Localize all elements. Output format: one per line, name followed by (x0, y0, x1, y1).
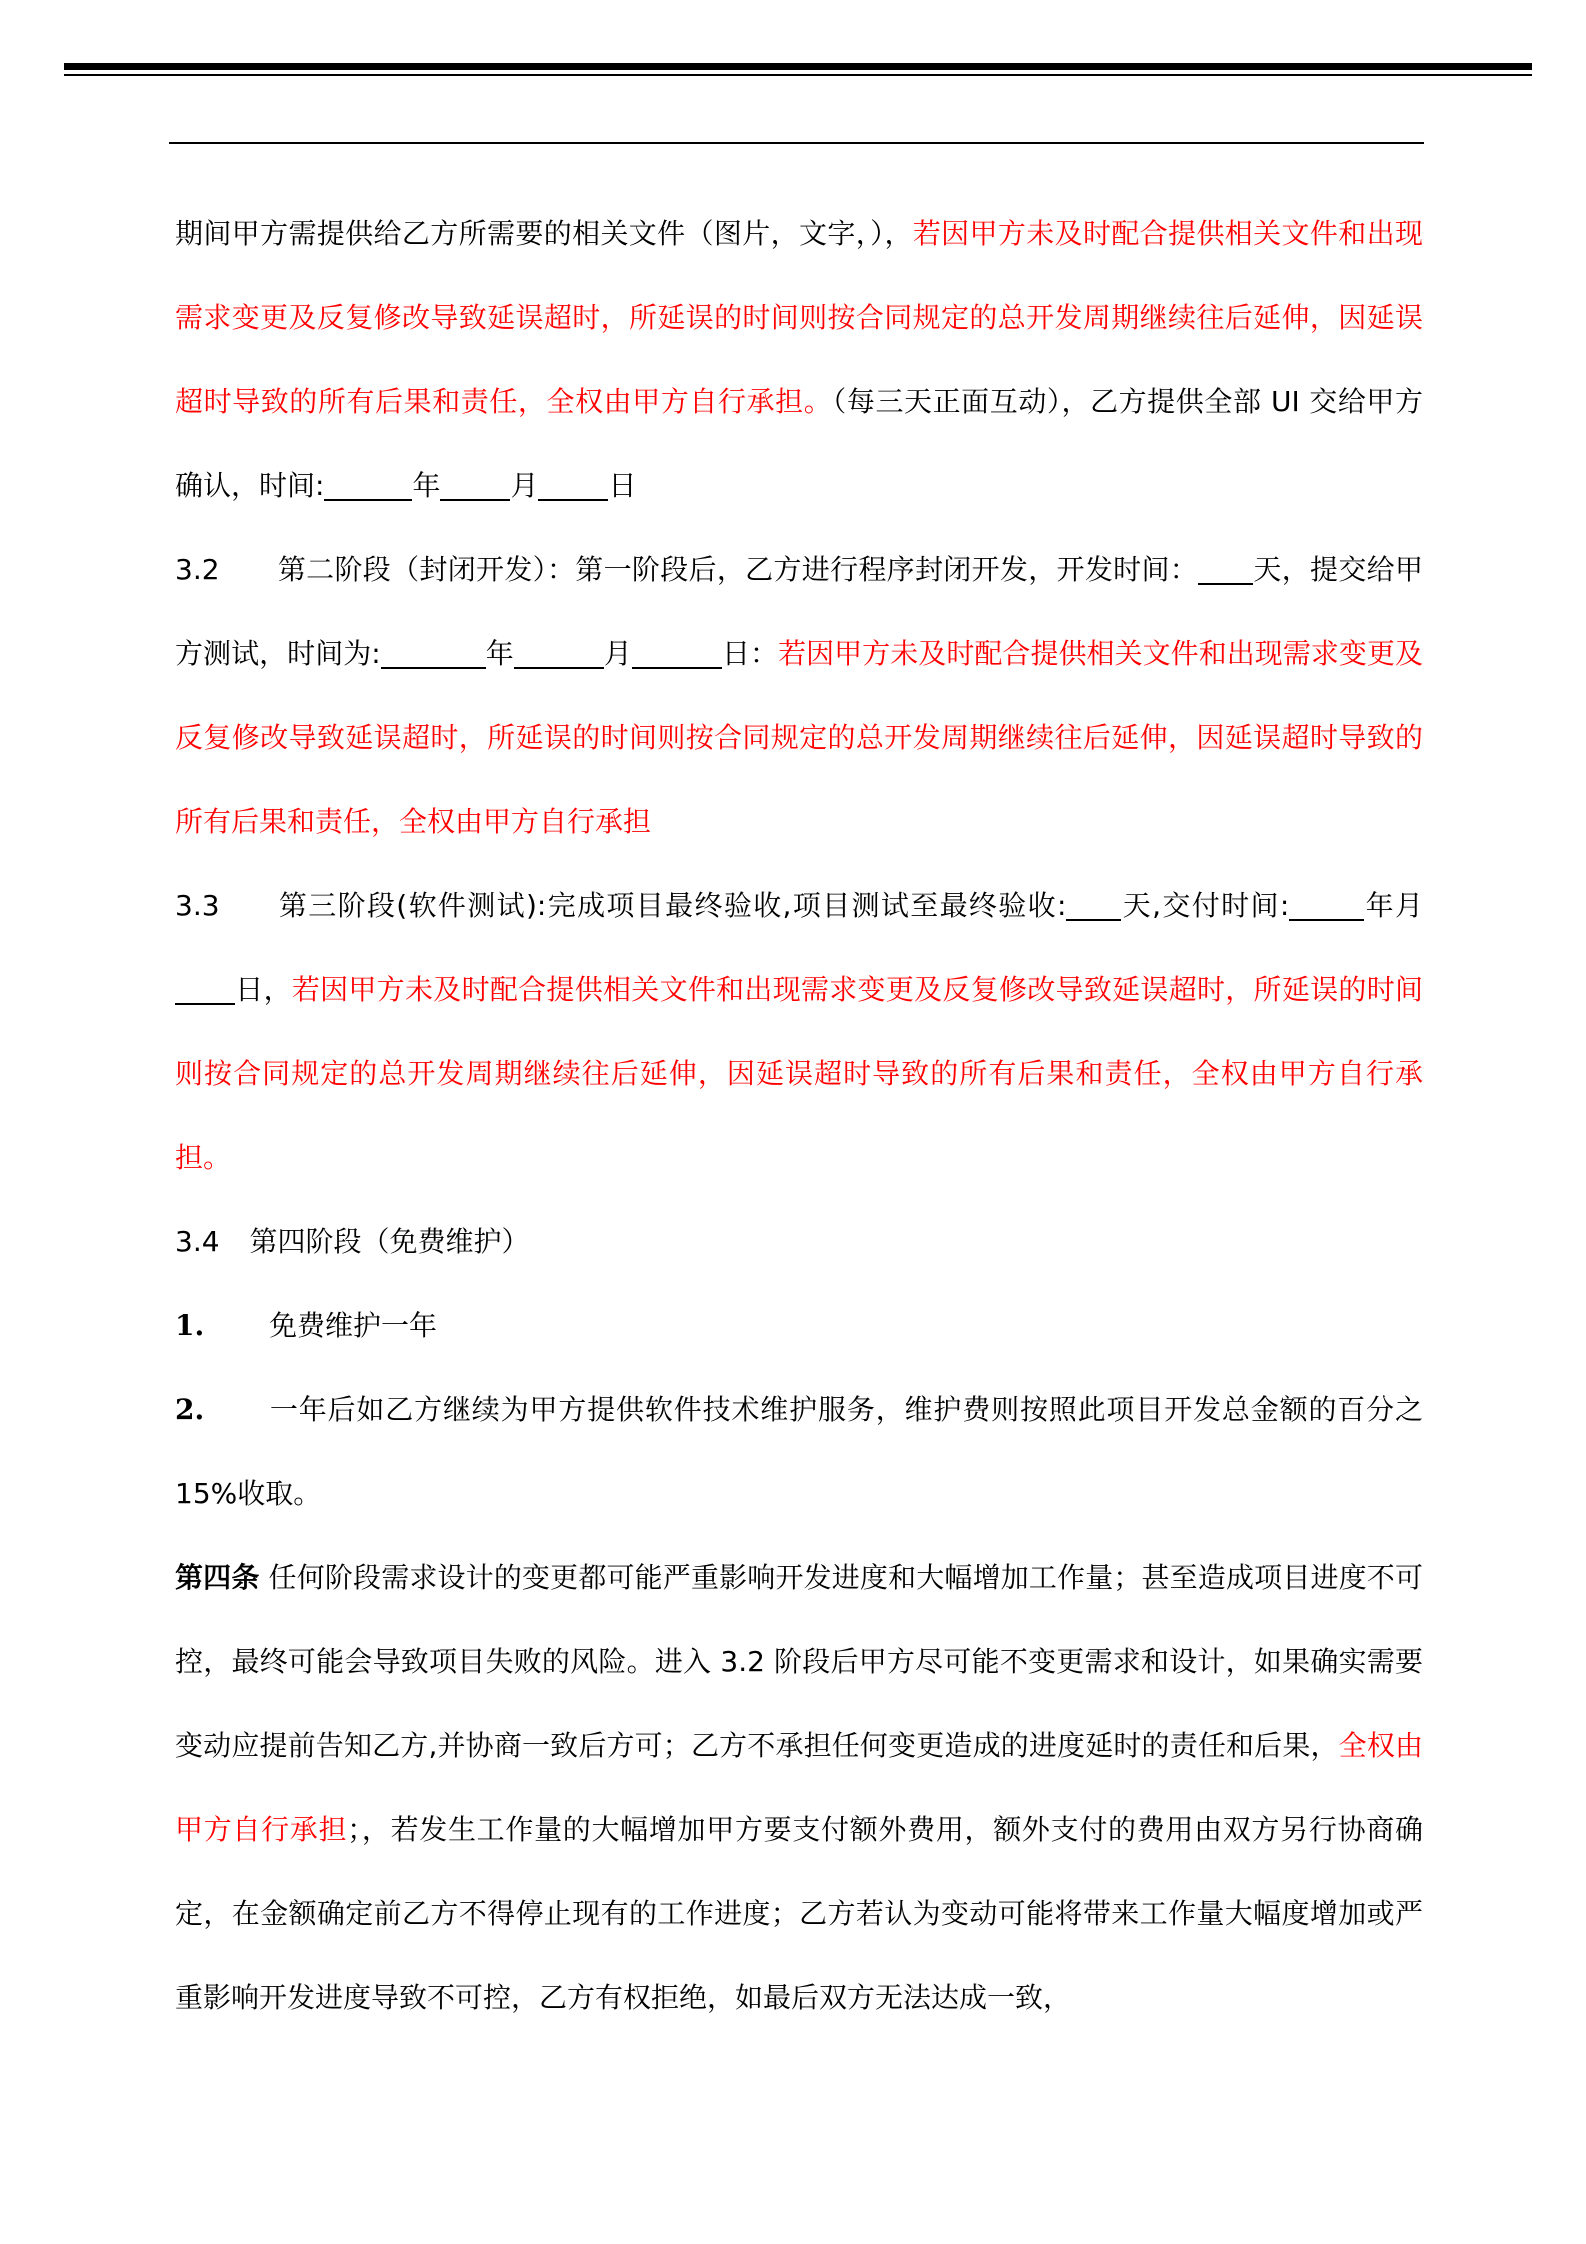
section-title: 第四阶段（免费维护） (249, 1225, 530, 1258)
year-label: 年 (412, 469, 441, 502)
text: 第二阶段（封闭开发）：第一阶段后，乙方进行程序封闭开发，开发时间： (277, 553, 1199, 586)
blank-day (538, 469, 608, 501)
month-label: 月 (603, 637, 632, 670)
blank-month (440, 469, 510, 501)
article-4 (175, 1536, 1423, 2040)
red-clause: 全权由甲方自行承担 (175, 1729, 1423, 1846)
text: 天，提交给甲方测试，时间为: (175, 553, 1423, 670)
section-3-2 (175, 528, 1423, 864)
list-number: 2. (175, 1393, 205, 1426)
red-clause: 若因甲方未及时配合提供相关文件和出现需求变更及反复修改导致延误超时，所延误的时间则按合同规定的总开发周期继续往后延伸，因延误超时导致的所有后果和责任，全权由甲方自行承担 (175, 637, 1423, 838)
paragraph-phase1-continued (175, 192, 1423, 528)
blank-days (1198, 553, 1253, 585)
section-3-4-heading (175, 1200, 1423, 1284)
section-3-3 (175, 864, 1423, 1200)
day-label: 日 (608, 469, 637, 502)
text: ；，若发生工作量的大幅增加甲方要支付额外费用，额外支付的费用由双方另行协商确定，在金额确定前乙方不得停止现有的工作进度；乙方若认为变动可能将带来工作量大幅度增加或严重影响开发进度导致不可控，乙方有权拒绝，如最后双方无法达成一致， (175, 1813, 1423, 2014)
blank-year (1289, 889, 1364, 921)
text: 任何阶段需求设计的变更都可能严重影响开发进度和大幅增加工作量；甚至造成项目进度不可控，最终可能会导致项目失败的风险。进入 3.2 阶段后甲方尽可能不变更需求和设计，如果确实需要变动应提前告知乙方,并协商一致后方可；乙方不承担任何变更造成的进度延时的责任和后果， (175, 1561, 1423, 1762)
top-border-thick (64, 63, 1532, 70)
day-label: 日： (721, 637, 779, 670)
blank-days (1066, 889, 1121, 921)
header-rule (169, 142, 1424, 144)
year-label: 年 (1364, 889, 1395, 922)
document-body (175, 192, 1423, 2040)
text: （每三天正面互动），乙方提供全部 UI 交给甲方确认，时间: (175, 385, 1423, 502)
red-clause: 若因甲方未及时配合提供相关文件和出现需求变更及反复修改导致延误超时，所延误的时间则按合同规定的总开发周期继续往后延伸，因延误超时导致的所有后果和责任，全权由甲方自行承担。 (175, 217, 1423, 418)
blank-day (632, 637, 722, 669)
section-number: 3.4 (175, 1225, 220, 1258)
blank-year (324, 469, 412, 501)
list-text: 免费维护一年 (269, 1309, 438, 1342)
blank-year (381, 637, 486, 669)
month-label: 月 (510, 469, 539, 502)
text: 期间甲方需提供给乙方所需要的相关文件（图片，文字，）， (175, 217, 913, 250)
article-label: 第四条 (175, 1561, 260, 1594)
section-number: 3.2 (175, 553, 220, 586)
text: 第三阶段(软件测试):完成项目最终验收,项目测试至最终验收: (277, 889, 1067, 922)
year-label: 年 (485, 637, 514, 670)
day-label: 日， (235, 973, 292, 1006)
text: 天,交付时间: (1121, 889, 1290, 922)
section-number: 3.3 (175, 889, 220, 922)
blank-month (514, 637, 604, 669)
red-clause: 若因甲方未及时配合提供相关文件和出现需求变更及反复修改导致延误超时，所延误的时间则按合同规定的总开发周期继续往后延伸，因延误超时导致的所有后果和责任，全权由甲方自行承担。 (175, 973, 1423, 1174)
list-item (175, 1368, 1423, 1536)
list-item (175, 1284, 1423, 1368)
month-label: 月 (1394, 889, 1423, 922)
top-border-thin (64, 74, 1532, 76)
list-number: 1. (175, 1309, 205, 1342)
list-text: 一年后如乙方继续为甲方提供软件技术维护服务，维护费则按照此项目开发总金额的百分之 15%收取。 (175, 1393, 1423, 1510)
blank-day (175, 973, 235, 1005)
